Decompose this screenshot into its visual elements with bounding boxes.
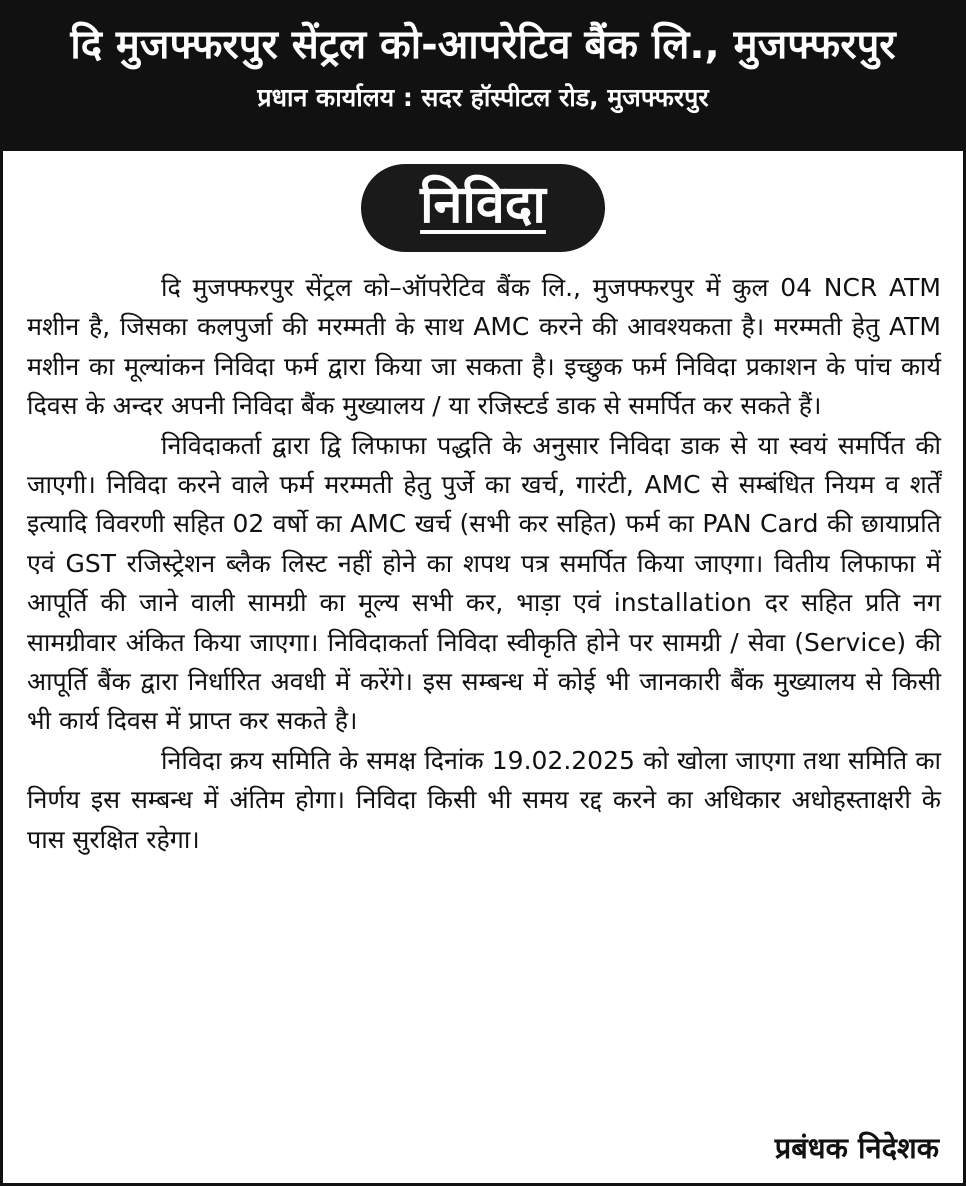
- title-block: [3, 164, 963, 254]
- signatory: प्रबंधक निदेशक: [774, 1131, 939, 1165]
- office-address: प्रधान कार्यालय : सदर हॉस्पीटल रोड, मुजफ्फरपुर: [257, 83, 709, 112]
- notice-paragraph-1: दि मुजफ्फरपुर सेंट्रल को–ऑपरेटिव बैंक लि., मुजफ्फरपुर में कुल 04 NCR ATM मशीन है, जिसका कलपुर्जा की मरम्मती के साथ AMC करने की आवश्यकता है। मरम्मती हेतु ATM मशीन का मूल्यांकन निविदा फर्म द्वारा किया जा सकता है। इच्छुक फर्म निविदा प्रकाशन के पांच कार्य दिवस के अन्दर अपनी निविदा बैंक मुख्यालय / या रजिस्टर्ड डाक से समर्पित कर सकते हैं।: [27, 273, 941, 421]
- notice-title: निविदा: [361, 164, 605, 252]
- notice-paragraph-3: निविदा क्रय समिति के समक्ष दिनांक 19.02.2025 को खोला जाएगा तथा समिति का निर्णय इस सम्बन्ध में अंतिम होगा। निविदा किसी भी समय रद्द करने का अधिकार अधोहस्ताक्षरी के पास सुरक्षित रहेगा।: [27, 745, 941, 854]
- notice-body: [3, 254, 963, 859]
- notice-paragraph-2: निविदाकर्ता द्वारा द्वि लिफाफा पद्धति के अनुसार निविदा डाक से या स्वयं समर्पित की जाएगी। निविदा करने वाले फर्म मरम्मती हेतु पुर्जे का खर्च, गारंटी, AMC से सम्बंधित नियम व शर्तें इत्यादि विवरणी सहित 02 वर्षो का AMC खर्च (सभी कर सहित) फर्म का PAN Card की छायाप्रति एवं GST रजिस्ट्रेशन ब्लैक लिस्ट नहीं होने का शपथ पत्र समर्पित किया जाएगा। वितीय लिफाफा में आपूर्ति की जाने वाली सामग्री का मूल्य सभी कर, भाड़ा एवं installation दर सहित प्रति नग सामग्रीवार अंकित किया जाएगा। निविदाकर्ता निविदा स्वीकृति होने पर सामग्री / सेवा (Service) की आपूर्ति बैंक द्वारा निर्धारित अवधी में करेंगे। इस सम्बन्ध में कोई भी जानकारी बैंक मुख्यालय से किसी भी कार्य दिवस में प्राप्त कर सकते है।: [27, 430, 941, 736]
- notice-header: [3, 3, 963, 151]
- bank-name: दि मुजफ्फरपुर सेंट्रल को-आपरेटिव बैंक लि., मुजफ्फरपुर: [70, 22, 896, 68]
